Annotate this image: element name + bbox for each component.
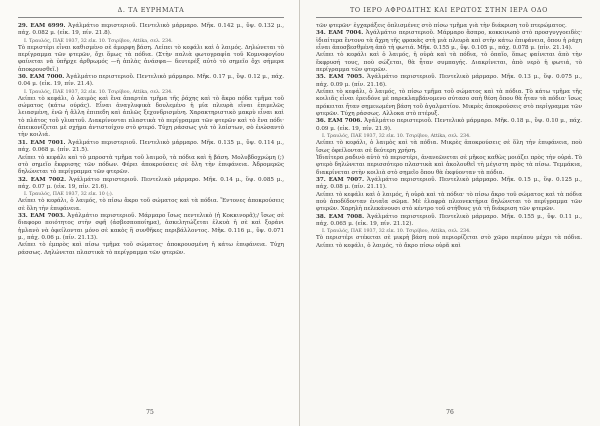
entry-title: 36. ΕΑΜ 7006. <box>316 118 363 125</box>
entry-title: 31. ΕΑΜ 7001. <box>18 139 66 146</box>
bibliographic-reference: Ι. Τραυλός, ΠΑΕ 1937, 32 εἰκ. 10. Τσιρίβου, Attika, σελ. 234. <box>322 134 471 140</box>
description-paragraph: Τὸ περιστέρι στέκεται σὲ μικρὴ βάση ποὺ περιορίζεται στὸ χῶρο περίπου μέχρι τὰ πόδια. Λείπει τὸ κεφάλι, ὁ λαιμός, τὸ ἄκρο πίσω οὐρᾶ καὶ <box>316 235 582 249</box>
left-running-header: Δ. ΤΑ ΕΥΡΗΜΑΤΑ <box>18 6 284 18</box>
right-running-header: ΤΟ ΙΕΡΟ ΑΦΡΟΔΙΤΗΣ ΚΑΙ ΕΡΩΤΟΣ ΣΤΗΝ ΙΕΡΑ ΟΔΟ <box>316 6 582 18</box>
entry-description: Ἀγάλμάτιο περιστεριοῦ. Μάρμαρο ἄσπρο, κοκκινωπὸ στὸ προσγυγγοειδὲς· ἰδιαίτερα ἔντονο τὰ ἄχρη τῆς φρακὰς στὴ μιὰ πλευρὰ καὶ στὴν κάτω ἐπιφάνεια, ὅπου ἡ ράχη εἶναι ἀποσβεσθμένη ἀπὸ τὴ φωτιά. Μῆκ. 0.155 μ., ὕψ. 0.105 μ., πάχ. 0.078 μ. (πίν. 21.14). <box>316 30 583 52</box>
description-paragraph: Λείπει τὸ κεφάλι, ὁ λαιμός, τὸ πίσω τμῆμα τοῦ σώματος καὶ τὰ πόδια. Τὸ κάτω τμῆμα τῆς κοιλιᾶς εἶναι ἐρειδόνε μὲ παρεκλαμβάνομενο σύτασο σπὴ θέση ὅπου θὰ ἦταν τὰ πόδια· ἴσως πρόκειται ἤταν σημειωμένη βάση τοῦ ἀγαλματίου. Μικρὲς ἀποκρούσεις στὸ περίγραμμα τῶν φτερῶν. Τύχη ράσσως. Αλλοκα στὸ πτέρυξ. <box>316 89 582 118</box>
left-page-text <box>18 23 284 257</box>
description-paragraph: Ἰδιαίτερα ραδινὸ αὐτὸ τὸ περιστέρι, ἀνανεῶνεται σὲ μῆκος καθὼς μοιάζει πρὸς τὴν οὐρά. Τὸ φτερὸ δηλώνεται περισσότερο πλαστικὰ καὶ ἀκολουθεῖ τὴ μέγιστη πρὸς τὰ πίσω. Τεμμάκια, διακρίνεται στὴν κοιλιὰ στὸ σημεῖο ὅπου θὰ ἐκφύονταν τὰ πόδια. <box>316 154 582 176</box>
description-paragraph: Λείπει τὸ κεφάλι, ὁ λαιμός, τὸ πίσω ἄκρο τοῦ σώματος καὶ τὰ πόδια. Ἔντονες ἀποκρούσεις σὲ ὅλη τὴν ἐπιφάνεια. <box>18 198 284 212</box>
description-paragraph: Λείπει τὸ κεφάλι, ὁ λαιμὸς καὶ τὰ πόδια. Μικρὲς ἀποκρούσεις σὲ ὅλη τὴν ἐπιφάνεια, ποὺ ἴσως ὀφείλονται σὲ δεύτερη χρήση. <box>316 140 582 154</box>
entry-description: Ἀγάλμάτιο περιστεριοῦ. Πεντελικὸ μάρμαρο. Μῆκ. 0.135 μ., ὕψ. 0.114 μ., πάχ. 0.068 μ. (πίν. 21.5). <box>18 139 284 154</box>
entry-title: 29. ΕΑΜ 6999. <box>18 23 66 29</box>
catalogue-entry <box>316 30 582 52</box>
bibliographic-reference: Ι. Τραυλός, ΠΑΕ 1937, 32 εἰκ. 10. Τσιρίβου, Attika, σελ. 234. <box>24 89 173 95</box>
right-page-text <box>316 23 582 250</box>
entry-description: Ἀγάλμάτιο περιστεριοῦ. Πεντελικὸ μάρμαρο. Μῆκ. 0.155 μ., ὕψ. 0.11 μ., πάχ. 0.065 μ. (εἰκ. 19, πίν. 21.12). <box>316 213 582 227</box>
bibliographic-reference: Ι. Τραυλός, ΠΑΕ 1937, 32 εἰκ. 10. Τσιρίβου, Attika, σελ. 234. <box>322 229 471 235</box>
catalogue-entry <box>18 213 284 242</box>
bibliographic-reference: Ι. Τραυλός, ΠΑΕ 1937, 32 εἰκ. 10. Τσιρίβου, Attika, σελ. 234. <box>24 38 173 44</box>
description-paragraph: Λείπει τὸ κεφάλι, ὁ λαιμὸς καὶ ἕνα ἀπαρτέα τμῆμα τῆς ῥάχης καὶ τὸ ἄκρο πόδα τμῆμα τοῦ σώματος (κάτω ούράς). Εἶναι ἀναγλυφικὰ δουλεμένο ἡ μία πλευρὰ εἶναι ἐπιμελῶς λειασμένη, ἐνῶ ἡ ἄλλη ἐπιπεδη καὶ ἁπλῶς ξεχονδρισμένη. Χαρακτηριστικὸ μακρὺ εἶναι καὶ τὸ πλάτος τοῦ γλυπτοῦ. Διακρίνονται πλαστικὰ τὸ περίγραμμα τῶν φτερῶν καὶ τὸ ἔνα πόδι· ἀπεικονίζεται μὲ σχήμα ἀντιστοίχου στὸ φτερό. Τύχη ράσσως γιὰ τὸ λαίστων, σὸ ἐνώσαντὸ τὴν κοιλιά. <box>18 95 284 139</box>
description-paragraph: Λείπει τὸ κεφάλι καὶ ὁ λαιμός, ἡ οὐρὰ καὶ τὰ πόδια· τὸ πίσω ἄκρο τοῦ σώματος καὶ τὰ πόδια ποὺ ἀποδίδονταν ἐνιαῖα σῶμα. Μὲ ἐλαφρὰ πλεονεκτήρια δηλώνεται τὸ περίγραμμα τῶν φτερῶν. Χαρηλὴ πελεκάνουσι στὸ κέντρο τοῦ στήθους γιὰ τὴ διάκριση τῶν φτερῶν. <box>316 191 582 213</box>
catalogue-entry <box>18 74 284 89</box>
description-paragraph: τῶν φτερῶν· ἐγχαράξεις ὀπλισμένες στὸ πίσω τμῆμα γιὰ τὴν διάκριση τοῦ πτερώματος. <box>316 23 567 29</box>
entry-description: Ἀγάλμάτιο περιστεριοῦ. Πεντελικὸ μάρμαρο. Μῆκ. 0.17 μ., ὕψ. 0.12 μ., πάχ. 0.04 μ. (εἰκ. 19, πίν. 21.4). <box>18 74 284 88</box>
entry-title: 38. ΕΑΜ 7008. <box>316 213 365 220</box>
description-paragraph: Λείπει τὸ κεφάλι καὶ τὸ μπροστὰ τμῆμα τοῦ λαιμοῦ, τὰ πόδια καὶ ἡ βάση. Μολυβδοχρώμη (;) στὸ σημεῖο ἔκφρισης τῶν πόδων. Φέρει ἀποκρούσεις σὲ ὅλη τὴν ἐπιφάνεια. Ἀδρομερῶς δηλώνεται τὸ περίγραμμα τῶν φτερῶν. <box>18 154 284 176</box>
catalogue-entry <box>18 140 284 155</box>
entry-title: 34. ΕΑΜ 7004. <box>316 30 364 37</box>
right-page-number: 76 <box>446 409 454 416</box>
entry-title: 30. ΕΑΜ 7000. <box>18 74 65 81</box>
description-paragraph: Τὸ περιστέρι εἶναι καθισμένο σὲ ἀμορφη βάση. Λείπει τὸ κεφάλι καὶ ὁ λαιμός. Δηλώνεται τὸ περίγραμμα τῶν φτερῶν, ὄχι ὅμως τὰ πόδια. (Στὴν παλιὰ φωτογραφία τοῦ Κομνοφογίου φαίνεται νὰ ὑπῆρχε ἀρθρωμός —ἡ ἁπλὰς ἀνάσφα— δευτερέξ αὐτὸ τὸ σημεῖο ὅχι σήμερα ἀποκρουσθεῖ.) <box>18 44 284 73</box>
bibliographic-reference: Ι. Τραυλός, ΠΑΕ 1937, 32 εἰκ. 10 (;). <box>24 192 114 198</box>
right-page <box>300 0 600 426</box>
catalogue-entry <box>316 118 582 133</box>
catalogue-entry <box>316 177 582 192</box>
entry-title: 32. ΕΑΜ 7002. <box>18 176 67 183</box>
catalogue-entry <box>316 74 582 89</box>
catalogue-entry <box>18 23 284 38</box>
entry-description: Ἀγάλμάτιο περιστεριοῦ. Πεντελικὸ μάρμαρο. Μῆκ. 0.18 μ., ὕψ. 0.10 μ., πάχ. 0.09 μ. (εἰκ. 19, πίν. 21.9). <box>316 118 582 132</box>
entry-description: Ἀγάλμάτιο περιστεριοῦ. Πεντελικὸ μάρμαρο. Μῆκ. 0.14 μ., ὕψ. 0.085 μ., πάχ. 0.07 μ. (εἰκ. 19, πίν. 21.6). <box>18 176 284 190</box>
entry-description: Ἀγάλμάτιο περιστεριοῦ. Πεντελικὸ μάρμαρο. Μῆκ. 0.142 μ., ὕψ. 0.132 μ., πάχ. 0.082 μ. (εἰκ. 19, πίν. 21.8). <box>18 23 284 37</box>
entry-title: 37. ΕΑΜ 7007. <box>316 176 365 183</box>
entry-description: Ἀγάλμάτιο περιστεριοῦ. Πεντελικὸ μάρμαρο. Μῆκ. 0.15 μ., ὕψ. 0.125 μ., πάχ. 0.08 μ. (πίν. 21.11). <box>316 176 582 191</box>
entry-description: Ἀγάλμάτιο περιστεριοῦ. Μάρμαρο ἴσως πεντελικὸ (ἡ Κοκκινορᾶ);/ ἴσως σὲ διαφορο ποιότητος στὴν σφῆ (ἀσβεσποποίημα), ἀσκελητώζεται ἐλκυὰ ἡ σὲ καὶ ξοράνι ἡμλανὸ νὰ ὀφείλονται μόνο σὲ κακὸς ἢ συνθῆκες περιβάλλοντος. Μῆκ. 0.116 μ., ὕψ. 0.071 μ., πάχ. 0.06 μ. (πίν. 21.13). <box>18 212 284 241</box>
left-page-number: 75 <box>146 409 154 416</box>
catalogue-entry <box>316 214 582 229</box>
entry-description: Ἀγάλμάτιο περιστεριοῦ. Πεντελικὸ μάρμαρο. Μῆκ. 0.13 μ., ὕψ. 0.075 μ., πάχ. 0.09 μ. (πίν. 21.16). <box>316 74 582 88</box>
entry-title: 35. ΕΑΜ 7005. <box>316 74 365 81</box>
description-paragraph: Λείπει τὸ κεφάλι καὶ ὁ λαιμός, ἡ οὐρὰ καὶ τὰ πόδια, τὸ ὁπαῖο, ὅπως φαίνεται ἀπὸ τὴν ἔκφρυσή τους, ποὺ σώζεται, θὰ ἦταν συμπαγής. Διακρίνεται, ἀπὸ νερὸ ἡ φωτιά, τὸ περίγραμμα τῶν φτερῶν. <box>316 52 582 74</box>
catalogue-entry <box>18 177 284 192</box>
entry-title: 33. ΕΑΜ 7003. <box>18 212 65 219</box>
description-paragraph: Λείπει τὸ ἐμπρὸς καὶ πίσω τμῆμα τοῦ σώματος· ἀποκρουσμένη ἡ κάτω ἐπιφάνεια. Τύχη ράσσως. Δηλώνεται πλαστικὰ τὸ περίγραμμα τῶν φτερῶν. <box>18 242 284 256</box>
